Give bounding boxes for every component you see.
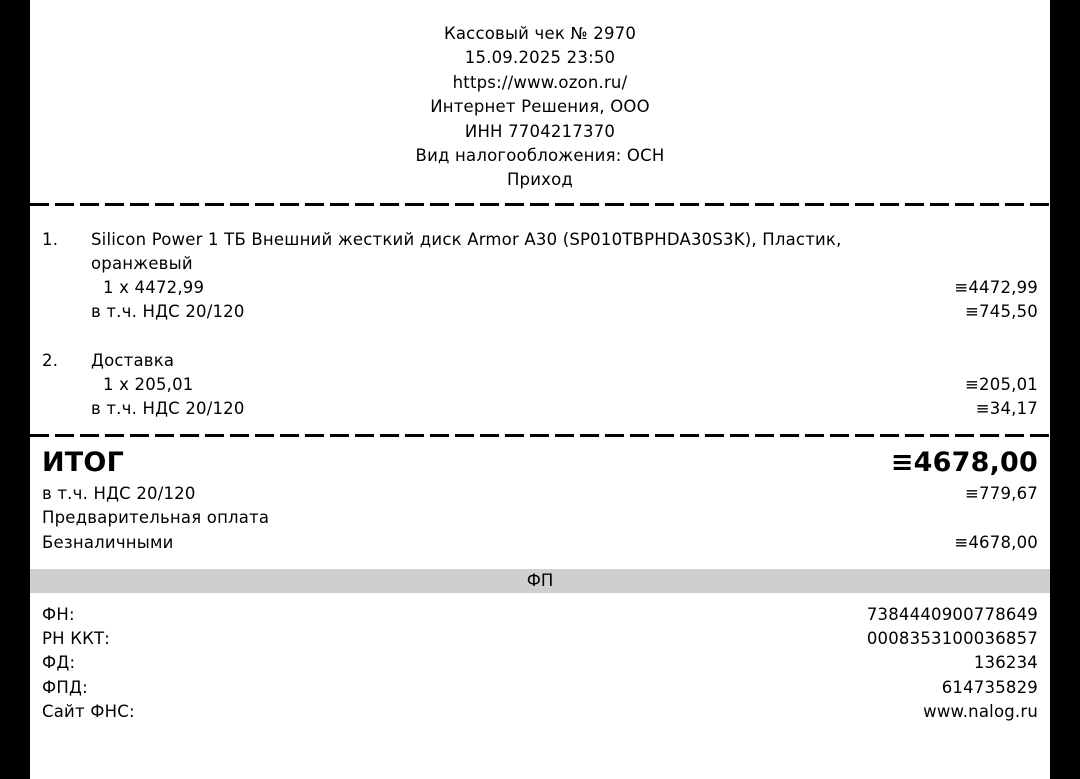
total-label: ИТОГ (42, 447, 124, 478)
item-name: Silicon Power 1 ТБ Внешний жесткий диск Armor A30 (SP010TBPHDA30S3K), Пластик, (91, 230, 842, 249)
tax-system: Вид налогообложения: ОСН (415, 146, 665, 166)
operation-type: Приход (506, 170, 574, 190)
rn-kkt-label: РН ККТ: (42, 629, 111, 648)
item-vat-label: в т.ч. НДС 20/120 (91, 399, 245, 418)
item-number: 2. (42, 351, 59, 370)
total-vat-value: ≡779,67 (965, 484, 1038, 503)
company-name: Интернет Решения, ООО (430, 97, 650, 117)
total-vat-label: в т.ч. НДС 20/120 (42, 484, 196, 503)
cashless-label: Безналичными (42, 533, 174, 552)
fns-site-link[interactable]: www.nalog.ru (923, 702, 1038, 721)
item-number: 1. (42, 230, 59, 249)
rn-kkt-value: 0008353100036857 (866, 629, 1038, 648)
fd-value: 136234 (973, 653, 1038, 672)
item-sum: ≡4472,99 (954, 278, 1038, 297)
receipt-header (30, 22, 1050, 193)
item-vat-label: в т.ч. НДС 20/120 (91, 302, 245, 321)
company-inn: ИНН 7704217370 (464, 121, 616, 141)
fn-value: 7384440900778649 (866, 605, 1038, 624)
fiscal-band: ФП (30, 569, 1050, 593)
item-qty-price: 1 x 4472,99 (103, 278, 205, 297)
fpd-label: ФПД: (42, 678, 88, 697)
item-name: Доставка (91, 351, 175, 370)
fpd-value: 614735829 (941, 678, 1038, 697)
divider-top (30, 203, 1050, 206)
cashless-value: ≡4678,00 (954, 533, 1038, 552)
seller-url[interactable]: https://www.ozon.ru/ (452, 72, 628, 92)
prepayment-label: Предварительная оплата (42, 508, 270, 527)
fn-label: ФН: (42, 605, 75, 624)
item-vat-value: ≡34,17 (975, 399, 1038, 418)
item-name-cont: оранжевый (91, 254, 193, 273)
receipt-title: Кассовый чек № 2970 (443, 24, 637, 43)
item-sum: ≡205,01 (965, 375, 1038, 394)
item-qty-price: 1 x 205,01 (103, 375, 194, 394)
total-value: ≡4678,00 (890, 447, 1038, 478)
fd-label: ФД: (42, 653, 76, 672)
receipt (30, 0, 1050, 779)
divider-bottom (30, 434, 1050, 437)
item-vat-value: ≡745,50 (965, 302, 1038, 321)
receipt-datetime: 15.09.2025 23:50 (464, 48, 616, 68)
fns-site-label: Сайт ФНС: (42, 702, 135, 721)
